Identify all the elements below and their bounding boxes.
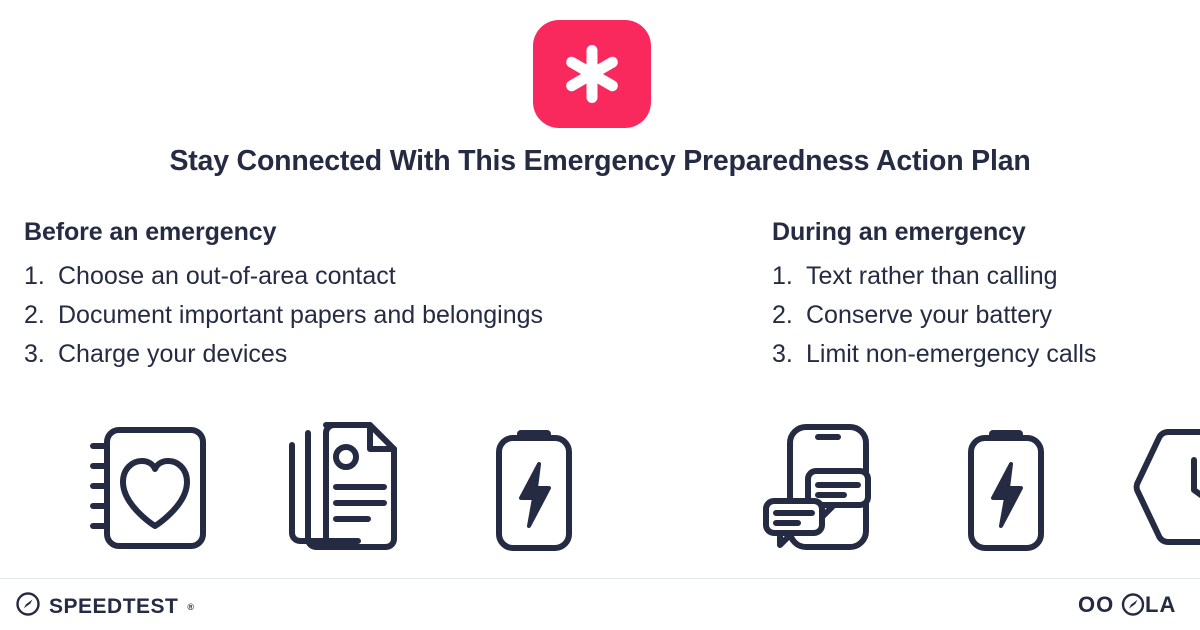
phone-message-icon: [748, 418, 888, 558]
documents-stack-icon: [272, 418, 412, 558]
column-during-emergency: [772, 218, 1192, 374]
speedtest-o-icon: [16, 592, 40, 621]
clock-hexagon-icon: [1124, 418, 1200, 558]
speedtest-wordmark: SPEEDTEST: [49, 594, 179, 618]
battery-bolt-icon: [464, 418, 604, 558]
svg-text:LA: LA: [1145, 592, 1177, 617]
icon-row-during: [748, 418, 1200, 558]
list-item-number: 3.: [24, 340, 45, 368]
list-item-label: Document important papers and belongings: [58, 301, 544, 329]
asterisk-icon: [561, 43, 623, 105]
list-item: [24, 296, 744, 335]
footer-divider: [0, 578, 1200, 579]
speedtest-trademark: ®: [187, 601, 195, 612]
list-item-number: 1.: [772, 262, 793, 290]
column-heading-during: During an emergency: [772, 218, 1026, 246]
svg-text:OO: OO: [1078, 592, 1115, 617]
speedtest-logo: [16, 592, 194, 621]
steps-list-during: [772, 257, 1192, 374]
list-item: [24, 335, 744, 374]
speedtest-app-mark: [533, 20, 651, 128]
column-heading-before: Before an emergency: [24, 218, 277, 246]
ookla-o-icon: [1078, 592, 1182, 618]
list-item-label: Conserve your battery: [806, 301, 1052, 329]
steps-list-before: [24, 257, 744, 374]
list-item-label: Text rather than calling: [806, 262, 1058, 290]
list-item-number: 2.: [24, 301, 45, 329]
list-item-number: 1.: [24, 262, 45, 290]
list-item-label: Choose an out-of-area contact: [58, 262, 396, 290]
list-item: [772, 296, 1192, 335]
battery-bolt-icon: [936, 418, 1076, 558]
icon-row-before: [80, 418, 604, 558]
column-before-emergency: [24, 218, 744, 374]
list-item-label: Charge your devices: [58, 340, 288, 368]
notebook-heart-icon: [80, 418, 220, 558]
list-item-label: Limit non-emergency calls: [806, 340, 1097, 368]
list-item: [772, 335, 1192, 374]
list-item: [772, 257, 1192, 296]
ookla-logo: [1078, 592, 1182, 618]
list-item-number: 2.: [772, 301, 793, 329]
list-item-number: 3.: [772, 340, 793, 368]
page-title: Stay Connected With This Emergency Preparedness Action Plan: [169, 145, 1031, 177]
list-item: [24, 257, 744, 296]
